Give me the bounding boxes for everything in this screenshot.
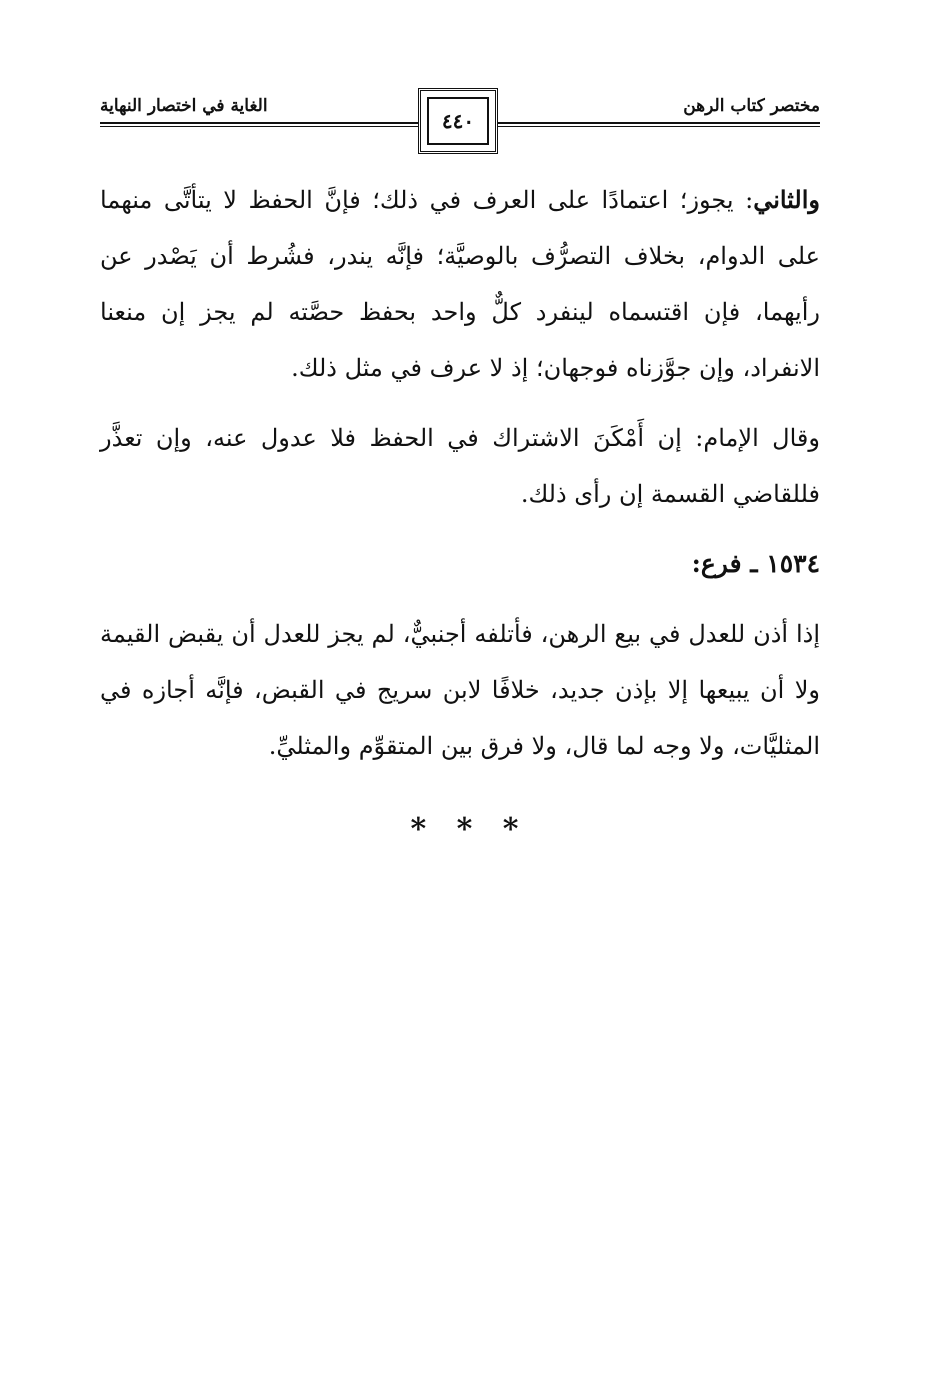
section-separator: * * * [410, 812, 529, 847]
page-number: ٤٤٠ [427, 97, 489, 145]
running-title-chapter: مختصر كتاب الرهن [683, 96, 820, 116]
running-title-book: الغاية في اختصار النهاية [100, 96, 268, 116]
page-number-frame [418, 88, 498, 154]
paragraph-label: والثاني [753, 185, 820, 214]
paragraph-1 [100, 172, 820, 396]
page-header [100, 88, 820, 158]
page-body [100, 172, 820, 774]
section-heading: ١٥٣٤ ـ فرع: [691, 549, 820, 578]
paragraph-1-text: : يجوز؛ اعتمادًا على العرف في ذلك؛ فإنَّ الحفظ لا يتأتَّى منهما على الدوام، بخلاف التصرُّف بالوصيَّة؛ فإنَّه يندر، فشُرط أن يَصْدر عن رأيهما، فإن اقتسماه لينفرد كلٌّ واحد بحفظ حصَّته لم يجز إن منعنا الانفراد، وإن جوَّزناه فوجهان؛ إذ لا عرف في مثل ذلك. [100, 186, 820, 382]
paragraph-2: وقال الإمام: إن أَمْكَنَ الاشتراك في الحفظ فلا عدول عنه، وإن تعذَّر فللقاضي القسمة إن رأى ذلك. [100, 424, 820, 508]
paragraph-3: إذا أذن للعدل في بيع الرهن، فأتلفه أجنبيٌّ، لم يجز للعدل أن يقبض القيمة ولا أن يبيعها إلا بإذن جديد، خلافًا لابن سريج في القبض، فإنَّه أجازه في المثليَّات، ولا وجه لما قال، ولا فرق بين المتقوِّم والمثليِّ. [100, 620, 820, 760]
